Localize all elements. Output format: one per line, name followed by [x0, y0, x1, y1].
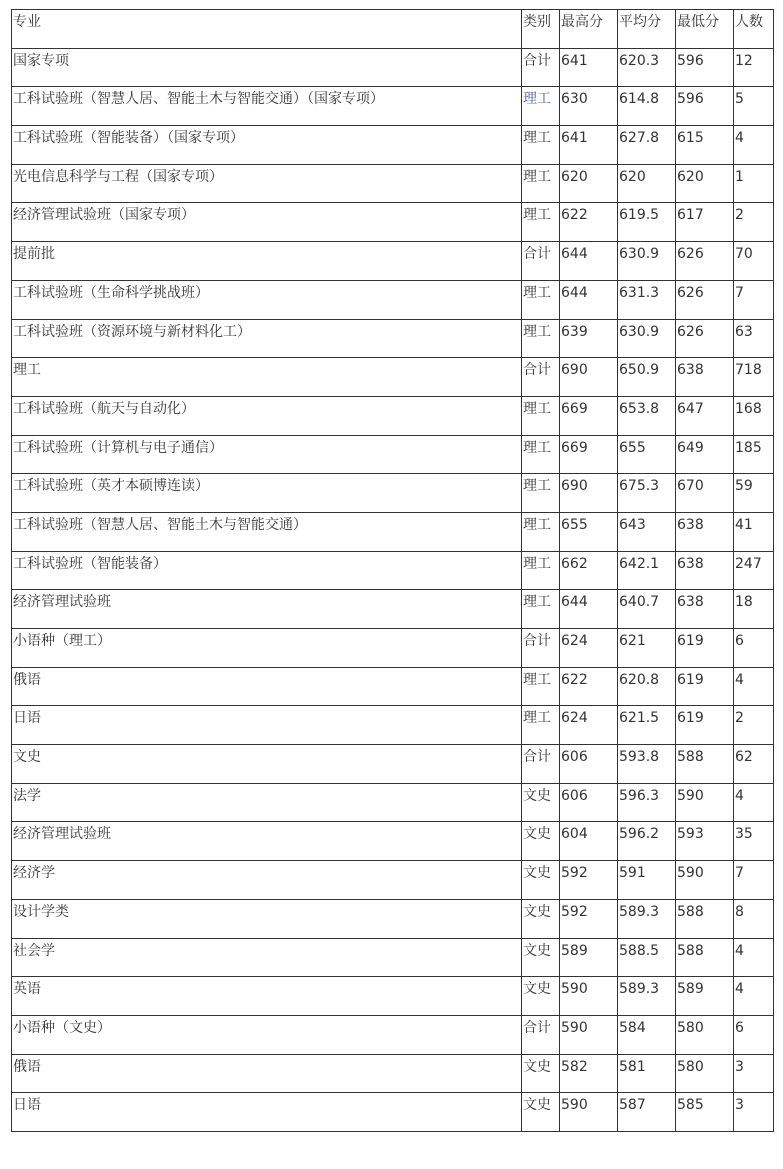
- cell-max-score: 644: [560, 242, 618, 281]
- cell-avg-score: 584: [618, 1015, 676, 1054]
- cell-avg-score: 675.3: [618, 474, 676, 513]
- table-row: [12, 629, 774, 668]
- table-row: [12, 899, 774, 938]
- cell-avg-score: 642.1: [618, 551, 676, 590]
- table-row: [12, 319, 774, 358]
- table-header-row: [12, 10, 774, 49]
- cell-max-score: 639: [560, 319, 618, 358]
- cell-avg-score: 593.8: [618, 745, 676, 784]
- cell-avg-score: 620.3: [618, 48, 676, 87]
- table-row: [12, 1015, 774, 1054]
- cell-min-score: 585: [676, 1093, 734, 1132]
- cell-category: 合计: [522, 48, 560, 87]
- cell-major: 工科试验班（计算机与电子通信）: [12, 435, 522, 474]
- cell-max-score: 604: [560, 822, 618, 861]
- cell-min-score: 620: [676, 164, 734, 203]
- cell-min-score: 615: [676, 126, 734, 165]
- cell-min-score: 617: [676, 203, 734, 242]
- cell-max-score: 644: [560, 590, 618, 629]
- cell-max-score: 641: [560, 126, 618, 165]
- cell-avg-score: 621: [618, 629, 676, 668]
- cell-count: 63: [734, 319, 774, 358]
- cell-max-score: 624: [560, 706, 618, 745]
- cell-major: 小语种（文史）: [12, 1015, 522, 1054]
- cell-min-score: 588: [676, 938, 734, 977]
- cell-major: 理工: [12, 358, 522, 397]
- cell-avg-score: 655: [618, 435, 676, 474]
- cell-count: 3: [734, 1093, 774, 1132]
- cell-min-score: 590: [676, 783, 734, 822]
- cell-major: 工科试验班（航天与自动化）: [12, 396, 522, 435]
- cell-major: 经济管理试验班: [12, 822, 522, 861]
- cell-min-score: 647: [676, 396, 734, 435]
- cell-min-score: 596: [676, 87, 734, 126]
- cell-max-score: 624: [560, 629, 618, 668]
- cell-count: 718: [734, 358, 774, 397]
- cell-category: 文史: [522, 977, 560, 1016]
- cell-category: 文史: [522, 1054, 560, 1093]
- cell-major: 国家专项: [12, 48, 522, 87]
- cell-category: 理工: [522, 280, 560, 319]
- cell-avg-score: 614.8: [618, 87, 676, 126]
- cell-category: 文史: [522, 899, 560, 938]
- cell-avg-score: 640.7: [618, 590, 676, 629]
- category-link[interactable]: 理工: [522, 87, 560, 126]
- cell-category: 理工: [522, 396, 560, 435]
- cell-max-score: 622: [560, 203, 618, 242]
- cell-avg-score: 643: [618, 512, 676, 551]
- cell-max-score: 590: [560, 1015, 618, 1054]
- cell-category: 文史: [522, 822, 560, 861]
- cell-min-score: 638: [676, 590, 734, 629]
- cell-major: 俄语: [12, 667, 522, 706]
- cell-category: 文史: [522, 783, 560, 822]
- cell-major: 小语种（理工）: [12, 629, 522, 668]
- cell-min-score: 638: [676, 551, 734, 590]
- cell-major: 工科试验班（资源环境与新材料化工）: [12, 319, 522, 358]
- cell-major: 日语: [12, 706, 522, 745]
- table-row: [12, 358, 774, 397]
- cell-major: 工科试验班（英才本硕博连读）: [12, 474, 522, 513]
- cell-count: 1: [734, 164, 774, 203]
- cell-category: 文史: [522, 938, 560, 977]
- cell-max-score: 630: [560, 87, 618, 126]
- header-avg-score: 平均分: [618, 10, 676, 49]
- cell-max-score: 669: [560, 435, 618, 474]
- header-min-score: 最低分: [676, 10, 734, 49]
- cell-major: 社会学: [12, 938, 522, 977]
- cell-max-score: 655: [560, 512, 618, 551]
- cell-max-score: 592: [560, 899, 618, 938]
- cell-min-score: 590: [676, 861, 734, 900]
- cell-min-score: 626: [676, 319, 734, 358]
- cell-category: 理工: [522, 203, 560, 242]
- cell-min-score: 649: [676, 435, 734, 474]
- cell-count: 7: [734, 280, 774, 319]
- cell-max-score: 662: [560, 551, 618, 590]
- cell-category: 合计: [522, 242, 560, 281]
- cell-min-score: 626: [676, 242, 734, 281]
- cell-count: 6: [734, 629, 774, 668]
- table-row: [12, 745, 774, 784]
- cell-max-score: 589: [560, 938, 618, 977]
- table-row: [12, 551, 774, 590]
- cell-min-score: 619: [676, 667, 734, 706]
- cell-count: 8: [734, 899, 774, 938]
- cell-category: 理工: [522, 164, 560, 203]
- cell-max-score: 582: [560, 1054, 618, 1093]
- cell-min-score: 638: [676, 512, 734, 551]
- table-row: [12, 203, 774, 242]
- table-row: [12, 164, 774, 203]
- cell-major: 提前批: [12, 242, 522, 281]
- table-row: [12, 977, 774, 1016]
- cell-category: 合计: [522, 629, 560, 668]
- cell-min-score: 619: [676, 629, 734, 668]
- cell-count: 2: [734, 706, 774, 745]
- cell-major: 经济学: [12, 861, 522, 900]
- table-row: [12, 242, 774, 281]
- cell-major: 经济管理试验班（国家专项）: [12, 203, 522, 242]
- cell-count: 18: [734, 590, 774, 629]
- cell-max-score: 690: [560, 474, 618, 513]
- cell-major: 工科试验班（智能装备）: [12, 551, 522, 590]
- cell-avg-score: 653.8: [618, 396, 676, 435]
- cell-avg-score: 589.3: [618, 899, 676, 938]
- cell-max-score: 606: [560, 745, 618, 784]
- cell-count: 168: [734, 396, 774, 435]
- cell-category: 理工: [522, 126, 560, 165]
- table-row: [12, 126, 774, 165]
- admission-scores-table: [11, 9, 774, 1132]
- cell-min-score: 589: [676, 977, 734, 1016]
- cell-major: 工科试验班（智能装备）（国家专项）: [12, 126, 522, 165]
- cell-count: 70: [734, 242, 774, 281]
- cell-category: 理工: [522, 512, 560, 551]
- cell-avg-score: 627.8: [618, 126, 676, 165]
- cell-count: 7: [734, 861, 774, 900]
- table-body: [12, 48, 774, 1131]
- cell-count: 4: [734, 938, 774, 977]
- cell-min-score: 580: [676, 1015, 734, 1054]
- cell-count: 5: [734, 87, 774, 126]
- cell-avg-score: 619.5: [618, 203, 676, 242]
- header-count: 人数: [734, 10, 774, 49]
- cell-major: 光电信息科学与工程（国家专项）: [12, 164, 522, 203]
- cell-category: 理工: [522, 474, 560, 513]
- cell-major: 英语: [12, 977, 522, 1016]
- cell-avg-score: 589.3: [618, 977, 676, 1016]
- cell-count: 185: [734, 435, 774, 474]
- table-row: [12, 280, 774, 319]
- table-row: [12, 590, 774, 629]
- cell-category: 合计: [522, 1015, 560, 1054]
- cell-min-score: 580: [676, 1054, 734, 1093]
- cell-major: 工科试验班（生命科学挑战班）: [12, 280, 522, 319]
- cell-max-score: 590: [560, 1093, 618, 1132]
- cell-avg-score: 588.5: [618, 938, 676, 977]
- table-row: [12, 48, 774, 87]
- header-major: 专业: [12, 10, 522, 49]
- table-row: [12, 87, 774, 126]
- cell-count: 6: [734, 1015, 774, 1054]
- table-row: [12, 667, 774, 706]
- cell-max-score: 622: [560, 667, 618, 706]
- table-row: [12, 938, 774, 977]
- cell-count: 12: [734, 48, 774, 87]
- table-row: [12, 396, 774, 435]
- table-row: [12, 861, 774, 900]
- cell-avg-score: 587: [618, 1093, 676, 1132]
- cell-count: 4: [734, 977, 774, 1016]
- cell-category: 文史: [522, 1093, 560, 1132]
- cell-category: 理工: [522, 319, 560, 358]
- table-row: [12, 474, 774, 513]
- cell-min-score: 638: [676, 358, 734, 397]
- cell-min-score: 588: [676, 899, 734, 938]
- cell-category: 合计: [522, 745, 560, 784]
- cell-major: 日语: [12, 1093, 522, 1132]
- cell-avg-score: 630.9: [618, 242, 676, 281]
- cell-min-score: 670: [676, 474, 734, 513]
- cell-count: 62: [734, 745, 774, 784]
- cell-count: 247: [734, 551, 774, 590]
- cell-max-score: 690: [560, 358, 618, 397]
- cell-max-score: 592: [560, 861, 618, 900]
- header-max-score: 最高分: [560, 10, 618, 49]
- cell-category: 合计: [522, 358, 560, 397]
- cell-max-score: 641: [560, 48, 618, 87]
- table-row: [12, 435, 774, 474]
- cell-major: 文史: [12, 745, 522, 784]
- table-row: [12, 512, 774, 551]
- cell-avg-score: 620.8: [618, 667, 676, 706]
- cell-category: 文史: [522, 861, 560, 900]
- cell-major: 工科试验班（智慧人居、智能土木与智能交通）（国家专项）: [12, 87, 522, 126]
- cell-count: 35: [734, 822, 774, 861]
- cell-category: 理工: [522, 706, 560, 745]
- cell-category: 理工: [522, 435, 560, 474]
- cell-max-score: 620: [560, 164, 618, 203]
- table-row: [12, 783, 774, 822]
- cell-count: 59: [734, 474, 774, 513]
- table-row: [12, 1054, 774, 1093]
- cell-count: 4: [734, 126, 774, 165]
- cell-avg-score: 650.9: [618, 358, 676, 397]
- cell-min-score: 626: [676, 280, 734, 319]
- cell-major: 工科试验班（智慧人居、智能土木与智能交通）: [12, 512, 522, 551]
- cell-count: 3: [734, 1054, 774, 1093]
- cell-max-score: 669: [560, 396, 618, 435]
- cell-major: 法学: [12, 783, 522, 822]
- cell-avg-score: 630.9: [618, 319, 676, 358]
- cell-major: 设计学类: [12, 899, 522, 938]
- cell-max-score: 606: [560, 783, 618, 822]
- cell-count: 41: [734, 512, 774, 551]
- cell-category: 理工: [522, 667, 560, 706]
- cell-avg-score: 631.3: [618, 280, 676, 319]
- cell-avg-score: 581: [618, 1054, 676, 1093]
- cell-avg-score: 591: [618, 861, 676, 900]
- cell-major: 俄语: [12, 1054, 522, 1093]
- cell-count: 4: [734, 783, 774, 822]
- cell-avg-score: 620: [618, 164, 676, 203]
- cell-max-score: 590: [560, 977, 618, 1016]
- cell-major: 经济管理试验班: [12, 590, 522, 629]
- cell-min-score: 596: [676, 48, 734, 87]
- table-row: [12, 706, 774, 745]
- cell-min-score: 593: [676, 822, 734, 861]
- cell-count: 4: [734, 667, 774, 706]
- cell-avg-score: 621.5: [618, 706, 676, 745]
- cell-avg-score: 596.2: [618, 822, 676, 861]
- table-row: [12, 1093, 774, 1132]
- cell-avg-score: 596.3: [618, 783, 676, 822]
- cell-min-score: 588: [676, 745, 734, 784]
- cell-max-score: 644: [560, 280, 618, 319]
- cell-category: 理工: [522, 590, 560, 629]
- table-row: [12, 822, 774, 861]
- cell-count: 2: [734, 203, 774, 242]
- cell-min-score: 619: [676, 706, 734, 745]
- header-category: 类别: [522, 10, 560, 49]
- cell-category: 理工: [522, 551, 560, 590]
